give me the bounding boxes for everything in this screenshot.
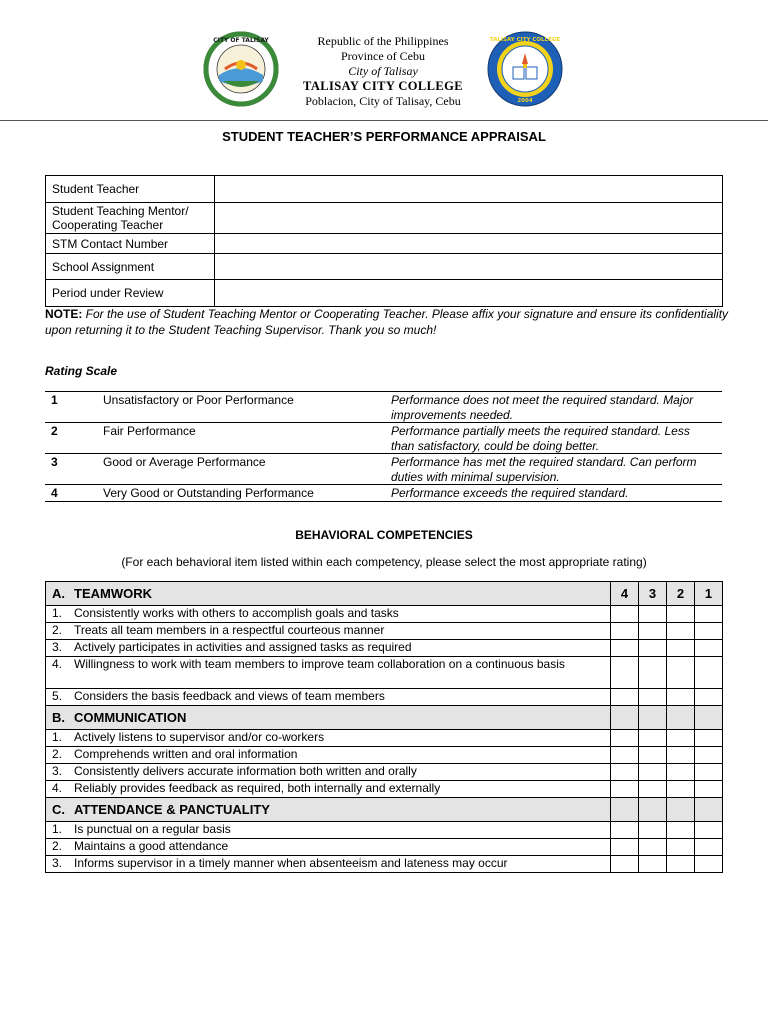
contact-number-field[interactable] (215, 234, 723, 254)
rating-cell[interactable] (639, 689, 667, 706)
scale-desc: Performance does not meet the required standard. Major improvements needed. (385, 392, 722, 423)
scale-num: 2 (45, 423, 97, 454)
item-text: 3. Consistently delivers accurate information both written and orally (46, 764, 611, 781)
header-province: Province of Cebu (341, 49, 425, 63)
table-row (46, 730, 723, 747)
info-row (46, 254, 723, 280)
rating-cell[interactable] (611, 839, 639, 856)
rating-cell[interactable] (667, 730, 695, 747)
school-assignment-field[interactable] (215, 254, 723, 280)
header-divider (0, 120, 768, 121)
rating-cell[interactable] (695, 747, 723, 764)
rating-cell[interactable] (639, 640, 667, 657)
rating-cell[interactable] (695, 856, 723, 873)
scale-num: 4 (45, 485, 97, 502)
info-row (46, 203, 723, 234)
item-text: 2. Comprehends written and oral information (46, 747, 611, 764)
rating-cell[interactable] (639, 856, 667, 873)
left-seal-text: CITY OF TALISAY (213, 37, 269, 44)
section-header-communication (46, 706, 723, 730)
info-label-mentor: Student Teaching Mentor/ Cooperating Teacher (46, 203, 215, 234)
info-label-student-teacher: Student Teacher (46, 176, 215, 203)
note-prefix: NOTE: (45, 307, 83, 321)
rating-cell[interactable] (667, 822, 695, 839)
rating-cell[interactable] (611, 764, 639, 781)
rating-cell[interactable] (611, 822, 639, 839)
rating-cell[interactable] (695, 764, 723, 781)
rating-cell[interactable] (695, 730, 723, 747)
item-text: 3. Informs supervisor in a timely manner when absenteeism and lateness may occur (46, 856, 611, 873)
scale-row (45, 392, 722, 423)
table-row (46, 856, 723, 873)
info-label-school: School Assignment (46, 254, 215, 280)
table-row (46, 640, 723, 657)
section-title: B. COMMUNICATION (46, 706, 611, 730)
item-text: 5. Considers the basis feedback and views of team members (46, 689, 611, 706)
rating-scale-title: Rating Scale (45, 364, 118, 378)
info-row (46, 280, 723, 307)
table-row (46, 839, 723, 856)
note-paragraph (45, 306, 729, 338)
rating-cell[interactable] (639, 747, 667, 764)
section-title: C. ATTENDANCE & PANCTUALITY (46, 798, 611, 822)
item-text: 2. Maintains a good attendance (46, 839, 611, 856)
rating-cell[interactable] (695, 640, 723, 657)
item-text: 1. Consistently works with others to accomplish goals and tasks (46, 606, 611, 623)
rating-cell[interactable] (695, 839, 723, 856)
scale-num: 1 (45, 392, 97, 423)
table-row (46, 623, 723, 640)
table-row (46, 764, 723, 781)
rating-header-2: 2 (667, 582, 695, 606)
rating-cell[interactable] (611, 689, 639, 706)
rating-cell[interactable] (667, 764, 695, 781)
info-row (46, 234, 723, 254)
city-of-talisay-seal (203, 31, 279, 107)
rating-cell[interactable] (639, 839, 667, 856)
scale-level: Fair Performance (97, 423, 385, 454)
section-header-teamwork (46, 582, 723, 606)
rating-cell[interactable] (667, 747, 695, 764)
scale-level: Good or Average Performance (97, 454, 385, 485)
header-address: Poblacion, City of Talisay, Cebu (305, 94, 461, 108)
table-row (46, 747, 723, 764)
student-teacher-field[interactable] (215, 176, 723, 203)
rating-cell[interactable] (667, 657, 695, 689)
table-row (46, 657, 723, 689)
rating-header-1: 1 (695, 582, 723, 606)
header-republic: Republic of the Philippines (317, 34, 449, 48)
rating-cell[interactable] (695, 689, 723, 706)
scale-level: Unsatisfactory or Poor Performance (97, 392, 385, 423)
rating-cell[interactable] (695, 781, 723, 798)
rating-cell[interactable] (611, 781, 639, 798)
rating-cell[interactable] (639, 781, 667, 798)
rating-scale-table (45, 391, 722, 502)
mentor-field[interactable] (215, 203, 723, 234)
rating-cell[interactable] (639, 623, 667, 640)
table-row (46, 689, 723, 706)
table-row (46, 606, 723, 623)
scale-desc: Performance partially meets the required standard. Less than satisfactory, could be doing better. (385, 423, 722, 454)
scale-num: 3 (45, 454, 97, 485)
rating-cell[interactable] (695, 822, 723, 839)
right-seal-year: 2004 (517, 98, 533, 104)
rating-cell[interactable] (611, 657, 639, 689)
talisay-city-college-seal (487, 31, 563, 107)
info-label-period: Period under Review (46, 280, 215, 307)
rating-cell[interactable] (695, 623, 723, 640)
item-text: 1. Is punctual on a regular basis (46, 822, 611, 839)
section-header-attendance (46, 798, 723, 822)
info-row (46, 176, 723, 203)
info-label-contact: STM Contact Number (46, 234, 215, 254)
scale-row (45, 485, 722, 502)
student-info-table (45, 175, 723, 307)
competencies-title: BEHAVIORAL COMPETENCIES (295, 528, 473, 542)
header-city: City of Talisay (348, 64, 418, 78)
scale-row (45, 423, 722, 454)
rating-cell[interactable] (695, 606, 723, 623)
competencies-subtitle: (For each behavioral item listed within each competency, please select the most appropriate rating) (121, 555, 647, 569)
rating-cell[interactable] (695, 657, 723, 689)
rating-header-3: 3 (639, 582, 667, 606)
period-field[interactable] (215, 280, 723, 307)
scale-row (45, 454, 722, 485)
item-text: 2. Treats all team members in a respectful courteous manner (46, 623, 611, 640)
item-text: 4. Reliably provides feedback as required, both internally and externally (46, 781, 611, 798)
header-college: TALISAY CITY COLLEGE (303, 79, 463, 93)
rating-header-4: 4 (611, 582, 639, 606)
competencies-table (45, 581, 723, 873)
rating-cell[interactable] (639, 657, 667, 689)
item-text: 1. Actively listens to supervisor and/or co-workers (46, 730, 611, 747)
rating-cell[interactable] (667, 623, 695, 640)
rating-cell[interactable] (639, 764, 667, 781)
rating-cell[interactable] (667, 781, 695, 798)
rating-cell[interactable] (639, 606, 667, 623)
table-row (46, 822, 723, 839)
rating-cell[interactable] (667, 640, 695, 657)
page-title: STUDENT TEACHER’S PERFORMANCE APPRAISAL (222, 129, 546, 144)
rating-cell[interactable] (611, 856, 639, 873)
section-title: A. TEAMWORK (46, 582, 611, 606)
item-text: 3. Actively participates in activities and assigned tasks as required (46, 640, 611, 657)
rating-cell[interactable] (667, 839, 695, 856)
rating-cell[interactable] (639, 822, 667, 839)
rating-cell[interactable] (611, 730, 639, 747)
scale-desc: Performance has met the required standard. Can perform duties with minimal supervision. (385, 454, 722, 485)
rating-cell[interactable] (667, 856, 695, 873)
rating-cell[interactable] (611, 640, 639, 657)
item-text: 4. Willingness to work with team members to improve team collaboration on a continuous basis (46, 657, 611, 689)
scale-desc: Performance exceeds the required standard. (385, 485, 722, 502)
rating-cell[interactable] (611, 606, 639, 623)
rating-cell[interactable] (611, 747, 639, 764)
rating-cell[interactable] (667, 606, 695, 623)
note-text: For the use of Student Teaching Mentor or Cooperating Teacher. Please affix your signature and ensure its confidentiality upon returning it to the Student Teaching Supervisor. Thank you so much! (45, 307, 729, 337)
rating-cell[interactable] (667, 689, 695, 706)
scale-level: Very Good or Outstanding Performance (97, 485, 385, 502)
right-seal-text: TALISAY CITY COLLEGE (489, 37, 561, 43)
header-block (283, 34, 483, 109)
rating-cell[interactable] (639, 730, 667, 747)
table-row (46, 781, 723, 798)
rating-cell[interactable] (611, 623, 639, 640)
